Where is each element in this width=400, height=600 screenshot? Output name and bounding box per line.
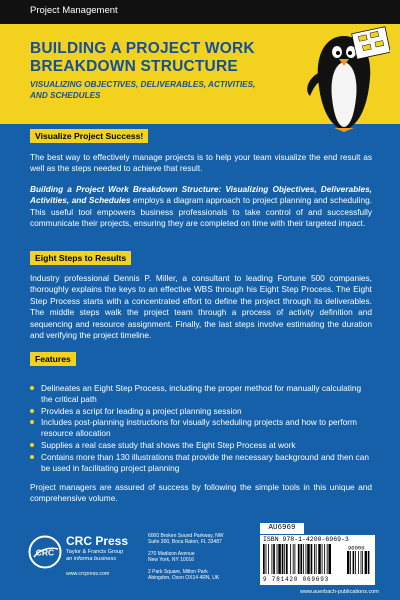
address-line: New York, NY 10016: [148, 557, 195, 564]
book-title-italic: Building a Project Work Breakdown Structure: Visualizing Objectives, Deliverables, Activities, and Schedules: [30, 184, 372, 206]
feature-text: Supplies a real case study that shows the Eight Step Process at work: [41, 439, 296, 450]
barcode-bar: [290, 544, 291, 574]
book-subtitle: [30, 80, 290, 101]
barcode-bar: [298, 544, 300, 574]
barcode-bar: [286, 544, 288, 574]
isbn-label: ISBN 978-1-4200-6969-3: [263, 536, 349, 543]
publisher-url: www.crcpress.com: [66, 571, 110, 577]
bullet-icon: [30, 420, 34, 424]
penguin-pupil-left: [336, 51, 340, 55]
penguin-foot: [334, 128, 354, 132]
barcode-addon-bar: [368, 551, 370, 574]
barcode-bar: [266, 544, 267, 574]
list-item: [30, 452, 372, 474]
feature-text: Contains more than 130 illustrations that provide the necessary background and then can be used in facilitating project planning: [41, 451, 369, 473]
barcode: [260, 535, 375, 585]
barcode-addon-bar: [355, 551, 356, 574]
barcode-addon-bar: [361, 551, 362, 574]
list-item: [30, 406, 372, 417]
barcode-addon-bar: [358, 551, 359, 574]
category-label: Project Management: [30, 5, 118, 16]
bullet-icon: [30, 443, 34, 447]
visualize-paragraph: The best way to effectively manage projects is to help your team visualize the end result as well as the steps needed to achieve that result.: [30, 152, 372, 174]
book-title-line1: BUILDING A PROJECT WORK: [30, 40, 255, 57]
barcode-number: 9 781420 069693: [263, 576, 330, 583]
list-item: [30, 383, 372, 405]
barcode-bar: [311, 544, 313, 574]
barcode-bar: [293, 544, 294, 574]
eight-steps-heading: Eight Steps to Results: [30, 251, 131, 265]
barcode-bars: [263, 544, 372, 576]
crc-logo-text: CRC: [35, 547, 55, 558]
price-code: 90000: [348, 544, 365, 552]
barcode-bar: [294, 544, 295, 574]
book-title: [30, 40, 290, 76]
barcode-addon-bar: [353, 551, 355, 574]
barcode-bar: [328, 544, 331, 574]
address-line: 2 Park Square, Milton Park: [148, 569, 208, 575]
penguin-illustration: [298, 26, 390, 132]
barcode-addon-bar: [350, 551, 351, 574]
barcode-bar: [314, 544, 315, 574]
address-new-york: [148, 551, 258, 564]
barcode-bar: [327, 544, 328, 574]
barcode-addon-bar: [347, 551, 349, 574]
book-subtitle-line1: VISUALIZING OBJECTIVES, DELIVERABLES, ACTIVITIES,: [30, 80, 256, 89]
address-line: 6000 Broken Sound Parkway, NW: [148, 533, 224, 539]
address-uk: [148, 569, 258, 582]
barcode-bar: [284, 544, 285, 574]
barcode-bar: [316, 544, 317, 574]
bullet-icon: [30, 455, 34, 459]
barcode-bar: [303, 544, 304, 574]
diagram-sign: [352, 27, 390, 60]
barcode-bar: [300, 544, 302, 574]
publisher-website: www.auerbach-publications.com: [300, 589, 379, 595]
features-list: [30, 383, 372, 474]
barcode-bar: [318, 544, 321, 574]
barcode-bar: [307, 544, 310, 574]
book-subtitle-line2: AND SCHEDULES: [30, 90, 101, 100]
publisher-name: CRC Press: [66, 534, 129, 548]
eight-steps-paragraph: Industry professional Dennis P. Miller, a consultant to leading Fortune 500 companies, thoroughly explains the keys to an effective WBS through his Eight Step Process. The Eight Step Process starts with a concentrated effort to define the project through its deliverables. The middle steps walk the project team through a process of activity definition and sequencing and resource assignment. Finally, the last steps involve estimating the duration and verifying the project timeline.: [30, 273, 372, 341]
catalog-code: AU6969: [260, 523, 304, 534]
barcode-bar: [282, 544, 284, 574]
list-item: [30, 417, 372, 439]
feature-text: Includes post-planning instructions for visually scheduling projects and how to perform resource allocation: [41, 417, 357, 439]
barcode-bar: [272, 544, 273, 574]
barcode-addon-bar: [365, 551, 367, 574]
barcode-bar: [263, 544, 265, 574]
address-florida: [148, 533, 258, 546]
address-line: 270 Madison Avenue: [148, 551, 195, 557]
barcode-bar: [278, 544, 281, 574]
barcode-addon-bar: [362, 551, 363, 574]
feature-text: Provides a script for leading a project planning session: [41, 405, 242, 416]
address-line: Suite 300, Boca Raton, FL 33487: [148, 539, 222, 546]
publisher-group: Taylor & Francis Group: [66, 549, 124, 555]
crc-logo-icon: [28, 535, 62, 569]
barcode-bar: [277, 544, 278, 574]
barcode-bar: [273, 544, 275, 574]
category-bar: [0, 0, 400, 24]
barcode-bar: [268, 544, 269, 574]
visualize-paragraph-2: [30, 184, 372, 230]
barcode-bar: [322, 544, 323, 574]
feature-text: Delineates an Eight Step Process, including the proper method for manually calculating the critical path: [41, 383, 362, 404]
visualize-heading: Visualize Project Success!: [30, 129, 148, 143]
features-heading: Features: [30, 352, 76, 366]
address-line: Abingdon, Oxon OX14 4RN, UK: [148, 575, 220, 582]
bullet-icon: [30, 409, 34, 413]
barcode-bar: [324, 544, 325, 574]
barcode-bar: [306, 544, 307, 574]
visualize-paragraph-2-rest: employs a diagram approach to project planning and scheduling. This useful tool empowers business professionals to take control of and successfully communicate their projects, ensuring they are completed on time with their targeted impact.: [30, 195, 373, 229]
list-item: [30, 440, 372, 451]
bullet-icon: [30, 386, 34, 390]
book-title-line2: BREAKDOWN STRUCTURE: [30, 58, 238, 75]
publisher-informa: an informa business: [66, 556, 117, 562]
closing-paragraph: Project managers are assured of success by following the simple tools in this unique and comprehensive volume.: [30, 482, 372, 504]
penguin-pupil-right: [348, 51, 352, 55]
